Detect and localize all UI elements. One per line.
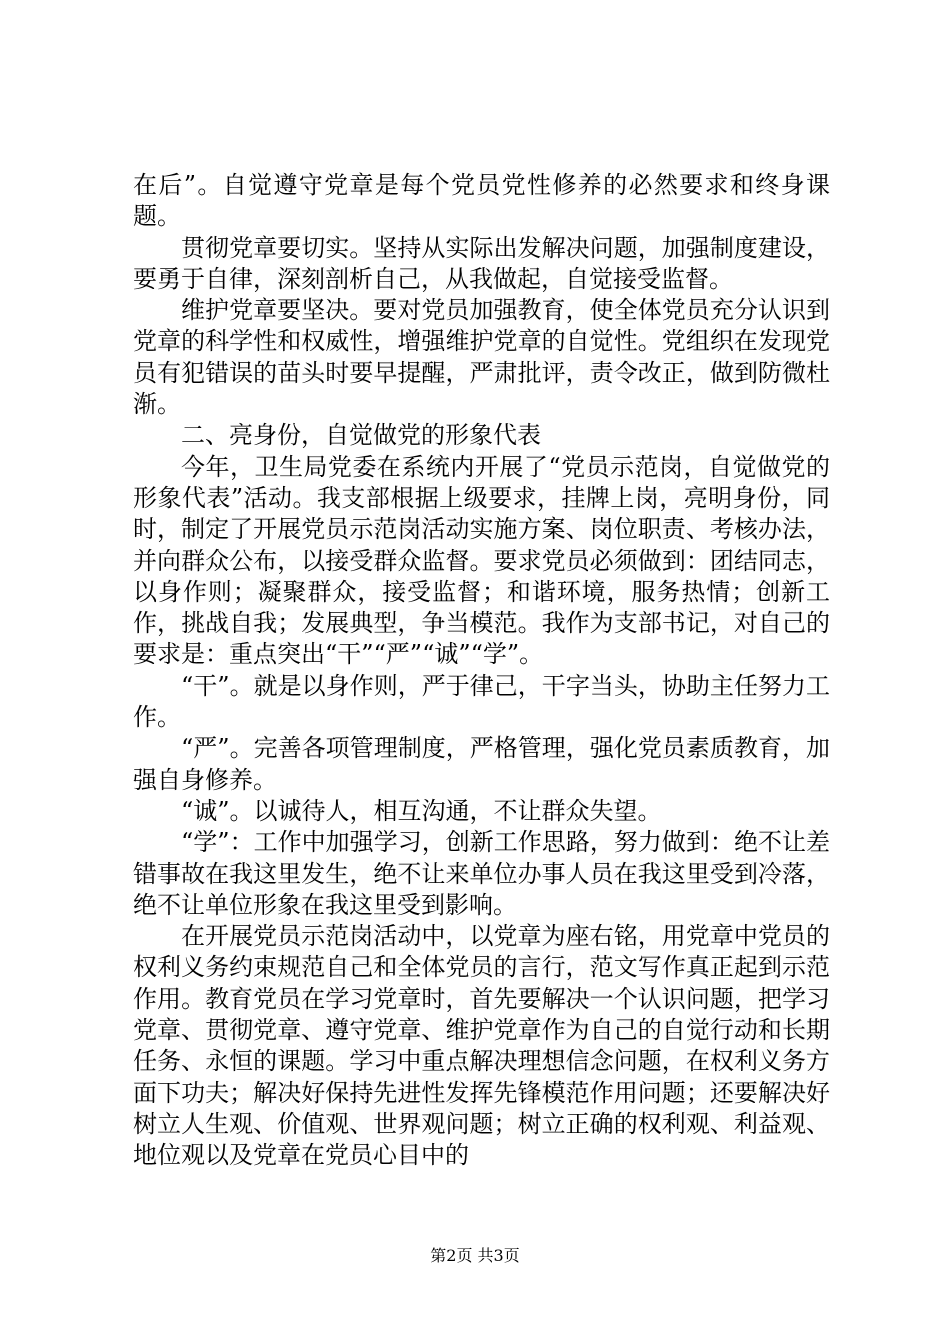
paragraph-2: 贯彻党章要切实。坚持从实际出发解决问题，加强制度建设，要勇于自律，深刻剖析自己，从我做起，自觉接受监督。 bbox=[133, 233, 830, 293]
paragraph-8: “诚”。以诚待人，相互沟通，不让群众失望。 bbox=[181, 796, 662, 825]
paragraph-6: “干”。就是以身作则，严于律己，干字当头，协助主任努力工作。 bbox=[133, 671, 830, 732]
paragraph-9: “学”：工作中加强学习，创新工作思路，努力做到：绝不让差错事故在我这里发生，绝不让来单位办事人员在我这里受到冷落，绝不让单位形象在我这里受到影响。 bbox=[133, 828, 830, 919]
paragraph-5: 今年，卫生局党委在系统内开展了“党员示范岗，自觉做党的形象代表”活动。我支部根据上级要求，挂牌上岗，亮明身份，同时，制定了开展党员示范岗活动实施方案、岗位职责、考核办法，并向群众公布，以接受群众监督。要求党员必须做到：团结同志，以身作则；凝聚群众，接受监督；和谐环境，服务热情；创新工作，挑战自我；发展典型，争当模范。我作为支部书记，对自己的要求是：重点突出“干”“严”“诚”“学”。 bbox=[133, 452, 830, 669]
page-footer: 第2页 共3页 bbox=[430, 1246, 520, 1265]
paragraph-10: 在开展党员示范岗活动中，以党章为座右铭，用党章中党员的权利义务约束规范自己和全体党员的言行，范文写作真正起到示范作用。教育党员在学习党章时，首先要解决一个认识问题，把学习党章、贯彻党章、遵守党章、维护党章作为自己的自觉行动和长期任务、永恒的课题。学习中重点解决理想信念问题，在权利义务方面下功夫；解决好保持先进性发挥先锋模范作用问题；还要解决好树立人生观、价值观、世界观问题；树立正确的权利观、利益观、地位观以及党章在党员心目中的 bbox=[133, 922, 830, 1170]
paragraph-7: “严”。完善各项管理制度，严格管理，强化党员素质教育，加强自身修养。 bbox=[133, 734, 830, 794]
paragraph-3: 维护党章要坚决。要对党员加强教育，使全体党员充分认识到党章的科学性和权威性，增强维护党章的自觉性。党组织在发现党员有犯错误的苗头时要早提醒，严肃批评，责令改正，做到防微杜渐。 bbox=[133, 296, 830, 419]
section-heading: 二、亮身份，自觉做党的形象代表 bbox=[181, 421, 541, 450]
paragraph-1: 在后”。自觉遵守党章是每个党员党性修养的必然要求和终身课题。 bbox=[133, 171, 830, 231]
document-body bbox=[133, 170, 830, 1172]
